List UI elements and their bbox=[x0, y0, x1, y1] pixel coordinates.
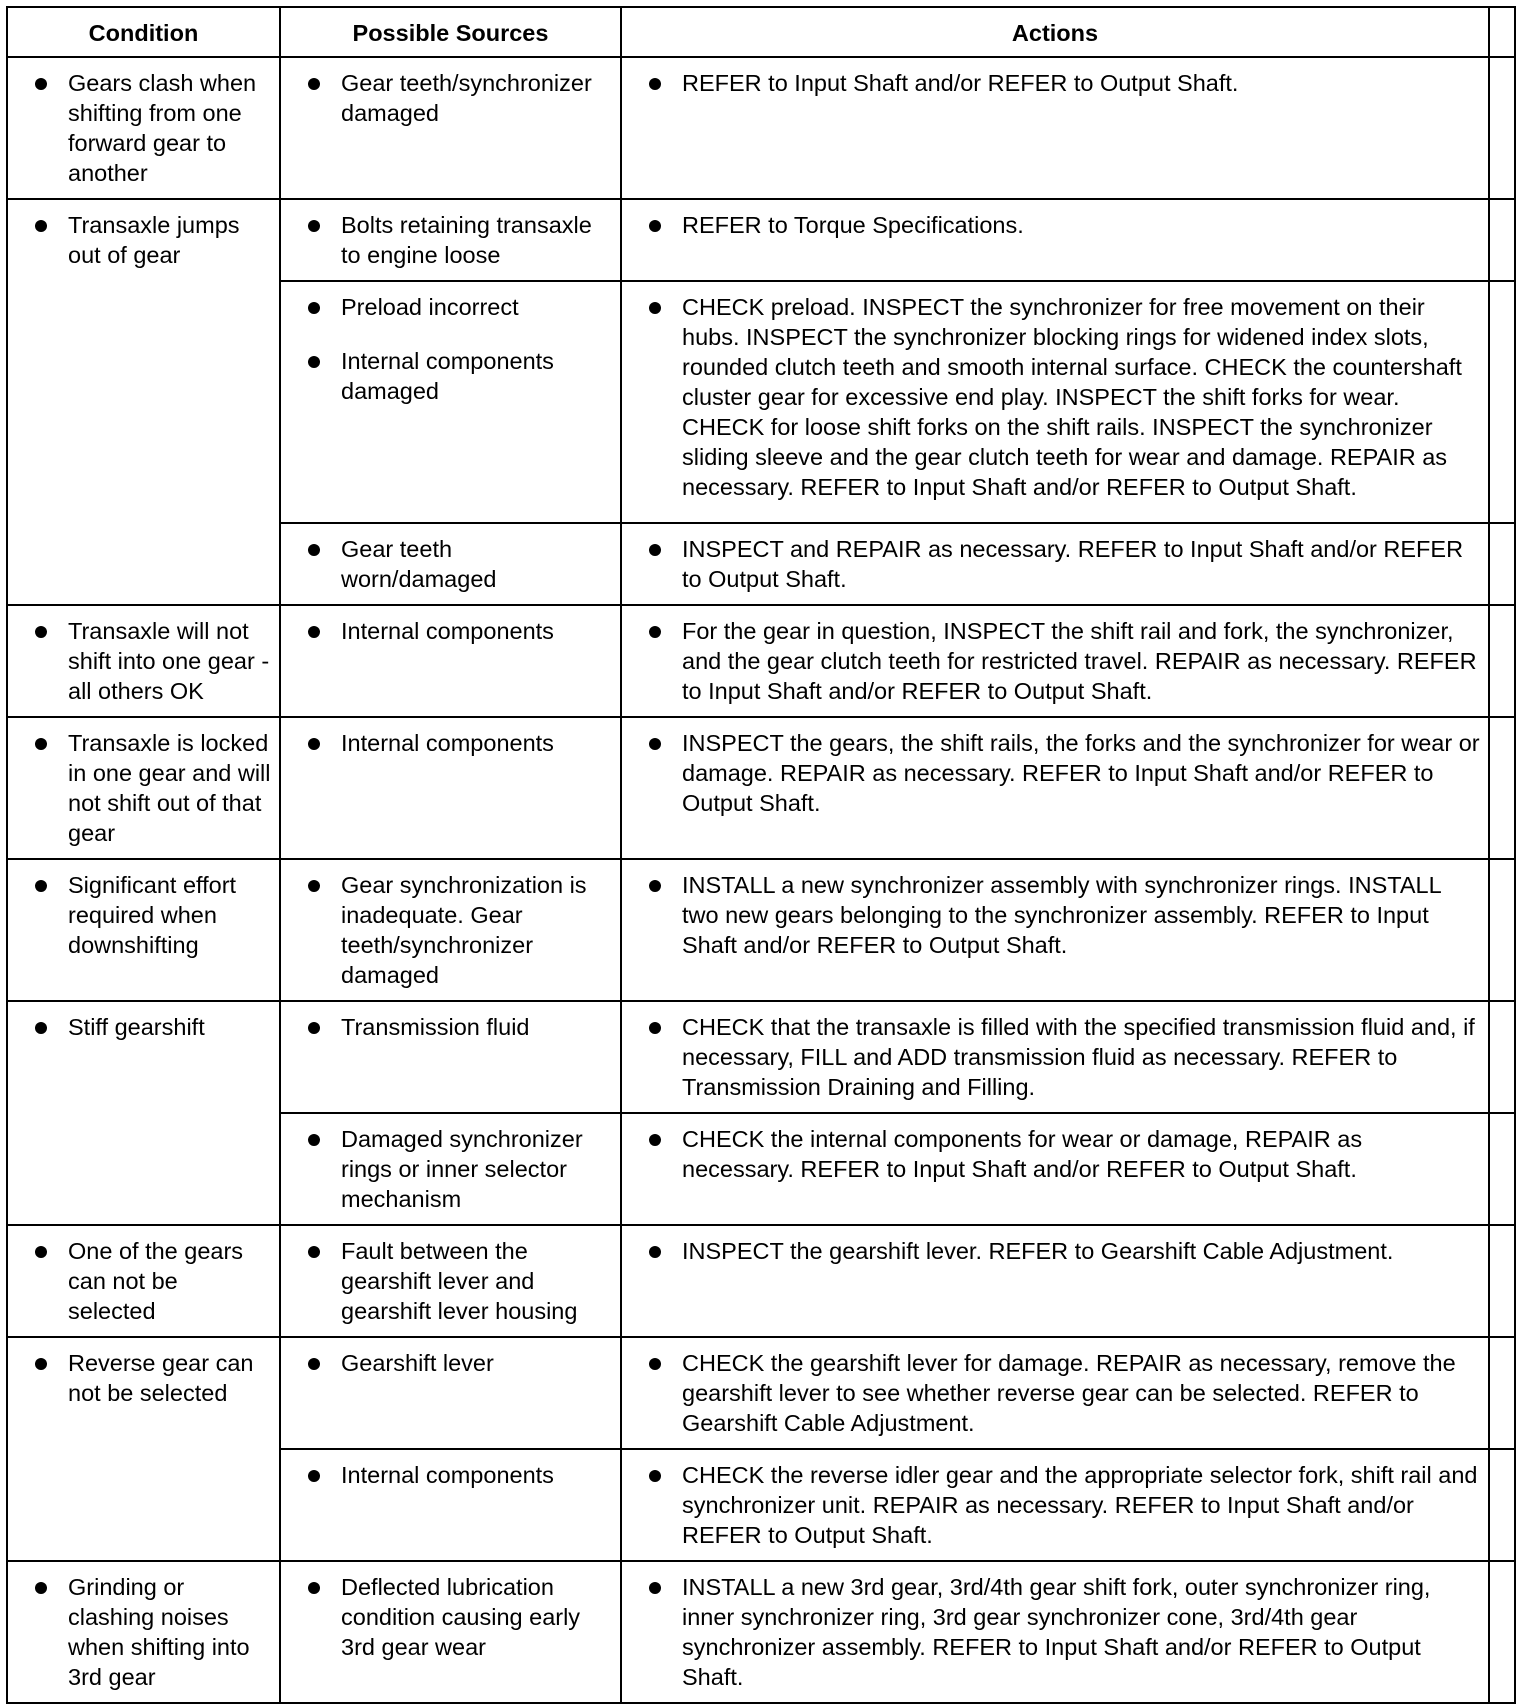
bullet-icon bbox=[622, 1460, 682, 1490]
spacer-cell bbox=[1489, 199, 1515, 281]
header-possible-sources: Possible Sources bbox=[280, 7, 621, 57]
source-text: Fault between the gearshift lever and gearshift lever housing bbox=[341, 1238, 578, 1324]
bullet-icon bbox=[281, 728, 341, 758]
spacer-cell bbox=[1489, 57, 1515, 199]
bullet-icon bbox=[622, 1236, 682, 1266]
spacer-cell bbox=[1489, 859, 1515, 1001]
action-text: For the gear in question, INSPECT the shift rail and fork, the synchronizer, and the gear clutch teeth for restricted travel. REPAIR as necessary. REFER to Input Shaft and/or REFER to Output Shaft. bbox=[682, 618, 1477, 704]
spacer-cell bbox=[1489, 523, 1515, 605]
bullet-icon bbox=[281, 1460, 341, 1490]
bullet-icon bbox=[622, 728, 682, 758]
source-text: Bolts retaining transaxle to engine loose bbox=[341, 212, 592, 268]
sources-cell bbox=[280, 605, 621, 717]
bullet-icon bbox=[622, 1012, 682, 1042]
bullet-icon bbox=[8, 68, 68, 98]
sources-cell bbox=[280, 1561, 621, 1703]
condition-text: Grinding or clashing noises when shifting into 3rd gear bbox=[68, 1574, 250, 1690]
action-text: CHECK the gearshift lever for damage. REPAIR as necessary, remove the gearshift lever to see whether reverse gear can be selected. REFER to Gearshift Cable Adjustment. bbox=[682, 1350, 1456, 1436]
table-row bbox=[7, 717, 1515, 859]
action-text: CHECK preload. INSPECT the synchronizer for free movement on their hubs. INSPECT the synchronizer blocking rings for widened index slots, rounded clutch teeth and smooth internal surface. CHECK the countershaft cluster gear for excessive end play. INSPECT the shift forks for wear. CHECK for loose shift forks on the shift rails. INSPECT the synchronizer sliding sleeve and the gear clutch teeth for wear and damage. REPAIR as necessary. REFER to Input Shaft and/or REFER to Output Shaft. bbox=[682, 294, 1462, 500]
action-cell bbox=[621, 1001, 1489, 1113]
table-row bbox=[7, 1001, 1515, 1113]
action-cell bbox=[621, 1561, 1489, 1703]
spacer-cell bbox=[1489, 1449, 1515, 1561]
bullet-icon bbox=[622, 1572, 682, 1602]
sources-cell bbox=[280, 281, 621, 523]
header-condition: Condition bbox=[7, 7, 280, 57]
action-text: REFER to Torque Specifications. bbox=[682, 212, 1024, 238]
bullet-icon bbox=[8, 616, 68, 646]
condition-cell bbox=[7, 605, 280, 717]
condition-text: Transaxle jumps out of gear bbox=[68, 212, 240, 268]
condition-cell bbox=[7, 859, 280, 1001]
bullet-icon bbox=[281, 292, 341, 322]
source-text: Damaged synchronizer rings or inner selector mechanism bbox=[341, 1126, 583, 1212]
action-text: INSPECT the gears, the shift rails, the forks and the synchronizer for wear or damage. REPAIR as necessary. REFER to Input Shaft and/or REFER to Output Shaft. bbox=[682, 730, 1480, 816]
sources-cell bbox=[280, 1225, 621, 1337]
condition-text: Gears clash when shifting from one forward gear to another bbox=[68, 70, 257, 186]
sources-cell bbox=[280, 1113, 621, 1225]
bullet-icon bbox=[281, 616, 341, 646]
source-text: Internal components bbox=[341, 1462, 554, 1488]
bullet-icon bbox=[622, 1348, 682, 1378]
diagnosis-table bbox=[6, 6, 1516, 1704]
spacer-cell bbox=[1489, 1001, 1515, 1113]
bullet-icon bbox=[622, 616, 682, 646]
bullet-icon bbox=[281, 1236, 341, 1266]
header-row bbox=[7, 7, 1515, 57]
table-row bbox=[7, 859, 1515, 1001]
spacer-cell bbox=[1489, 1561, 1515, 1703]
action-text: INSTALL a new synchronizer assembly with synchronizer rings. INSTALL two new gears belonging to the synchronizer assembly. REFER to Input Shaft and/or REFER to Output Shaft. bbox=[682, 872, 1441, 958]
condition-text: Transaxle will not shift into one gear - all others OK bbox=[68, 618, 270, 704]
action-cell bbox=[621, 199, 1489, 281]
table-row bbox=[7, 57, 1515, 199]
table-row bbox=[7, 1225, 1515, 1337]
condition-text: One of the gears can not be selected bbox=[68, 1238, 244, 1324]
source-text: Gear synchronization is inadequate. Gear teeth/synchronizer damaged bbox=[341, 872, 587, 988]
condition-text: Transaxle is locked in one gear and will not shift out of that gear bbox=[68, 730, 271, 846]
spacer-cell bbox=[1489, 281, 1515, 523]
condition-text: Reverse gear can not be selected bbox=[68, 1350, 254, 1406]
source-text: Gear teeth worn/damaged bbox=[341, 536, 497, 592]
source-text: Gearshift lever bbox=[341, 1350, 494, 1376]
action-text: INSPECT and REPAIR as necessary. REFER to Input Shaft and/or REFER to Output Shaft. bbox=[682, 536, 1464, 592]
spacer-cell bbox=[1489, 1337, 1515, 1449]
source-text: Internal components bbox=[341, 618, 554, 644]
sources-cell bbox=[280, 859, 621, 1001]
condition-text: Stiff gearshift bbox=[68, 1014, 205, 1040]
source-text: Internal components bbox=[341, 730, 554, 756]
bullet-icon bbox=[622, 870, 682, 900]
table-row bbox=[7, 199, 1515, 281]
table-row bbox=[7, 605, 1515, 717]
condition-text: Significant effort required when downshifting bbox=[68, 872, 237, 958]
table-row bbox=[7, 1337, 1515, 1449]
action-cell bbox=[621, 605, 1489, 717]
condition-cell bbox=[7, 1001, 280, 1225]
action-cell bbox=[621, 523, 1489, 605]
action-text: REFER to Input Shaft and/or REFER to Output Shaft. bbox=[682, 70, 1239, 96]
bullet-icon bbox=[622, 68, 682, 98]
action-cell bbox=[621, 1337, 1489, 1449]
action-text: CHECK the internal components for wear or damage, REPAIR as necessary. REFER to Input Shaft and/or REFER to Output Shaft. bbox=[682, 1126, 1363, 1182]
bullet-icon bbox=[8, 1572, 68, 1602]
spacer-cell bbox=[1489, 605, 1515, 717]
source-text: Deflected lubrication condition causing early 3rd gear wear bbox=[341, 1574, 581, 1660]
bullet-icon bbox=[281, 1572, 341, 1602]
bullet-icon bbox=[8, 870, 68, 900]
bullet-icon bbox=[281, 870, 341, 900]
action-cell bbox=[621, 1449, 1489, 1561]
bullet-icon bbox=[8, 1012, 68, 1042]
sources-cell bbox=[280, 1337, 621, 1449]
action-cell bbox=[621, 1225, 1489, 1337]
action-text: INSTALL a new 3rd gear, 3rd/4th gear shift fork, outer synchronizer ring, inner synchronizer ring, 3rd gear synchronizer cone, 3rd/4th gear synchronizer assembly. REFER to Input Shaft and/or REFER to Output Shaft. bbox=[682, 1574, 1431, 1690]
bullet-icon bbox=[281, 210, 341, 240]
header-spacer bbox=[1489, 7, 1515, 57]
bullet-icon bbox=[8, 1236, 68, 1266]
condition-cell bbox=[7, 57, 280, 199]
bullet-icon bbox=[281, 1012, 341, 1042]
table-row bbox=[7, 1561, 1515, 1703]
action-text: INSPECT the gearshift lever. REFER to Gearshift Cable Adjustment. bbox=[682, 1238, 1394, 1264]
action-cell bbox=[621, 859, 1489, 1001]
bullet-icon bbox=[281, 346, 341, 376]
bullet-icon bbox=[622, 210, 682, 240]
header-actions: Actions bbox=[621, 7, 1489, 57]
source-text: Gear teeth/synchronizer damaged bbox=[341, 70, 592, 126]
action-cell bbox=[621, 1113, 1489, 1225]
condition-cell bbox=[7, 199, 280, 605]
sources-cell bbox=[280, 57, 621, 199]
sources-cell bbox=[280, 1449, 621, 1561]
action-cell bbox=[621, 717, 1489, 859]
bullet-icon bbox=[8, 210, 68, 240]
condition-cell bbox=[7, 717, 280, 859]
sources-cell bbox=[280, 1001, 621, 1113]
source-text: Preload incorrect bbox=[341, 294, 519, 320]
sources-cell bbox=[280, 717, 621, 859]
action-text: CHECK that the transaxle is filled with the specified transmission fluid and, if necessary, FILL and ADD transmission fluid as necessary. REFER to Transmission Draining and Filling. bbox=[682, 1014, 1475, 1100]
condition-cell bbox=[7, 1337, 280, 1561]
sources-cell bbox=[280, 199, 621, 281]
spacer-cell bbox=[1489, 1113, 1515, 1225]
action-text: CHECK the reverse idler gear and the appropriate selector fork, shift rail and synchronizer unit. REPAIR as necessary. REFER to Input Shaft and/or REFER to Output Shaft. bbox=[682, 1462, 1478, 1548]
source-text: Transmission fluid bbox=[341, 1014, 530, 1040]
bullet-icon bbox=[281, 534, 341, 564]
bullet-icon bbox=[8, 728, 68, 758]
bullet-icon bbox=[622, 292, 682, 322]
sources-cell bbox=[280, 523, 621, 605]
action-cell bbox=[621, 281, 1489, 523]
bullet-icon bbox=[281, 1124, 341, 1154]
action-cell bbox=[621, 57, 1489, 199]
bullet-icon bbox=[281, 68, 341, 98]
condition-cell bbox=[7, 1561, 280, 1703]
bullet-icon bbox=[281, 1348, 341, 1378]
condition-cell bbox=[7, 1225, 280, 1337]
spacer-cell bbox=[1489, 1225, 1515, 1337]
source-text: Internal components damaged bbox=[341, 348, 554, 404]
bullet-icon bbox=[622, 1124, 682, 1154]
bullet-icon bbox=[622, 534, 682, 564]
bullet-icon bbox=[8, 1348, 68, 1378]
spacer-cell bbox=[1489, 717, 1515, 859]
